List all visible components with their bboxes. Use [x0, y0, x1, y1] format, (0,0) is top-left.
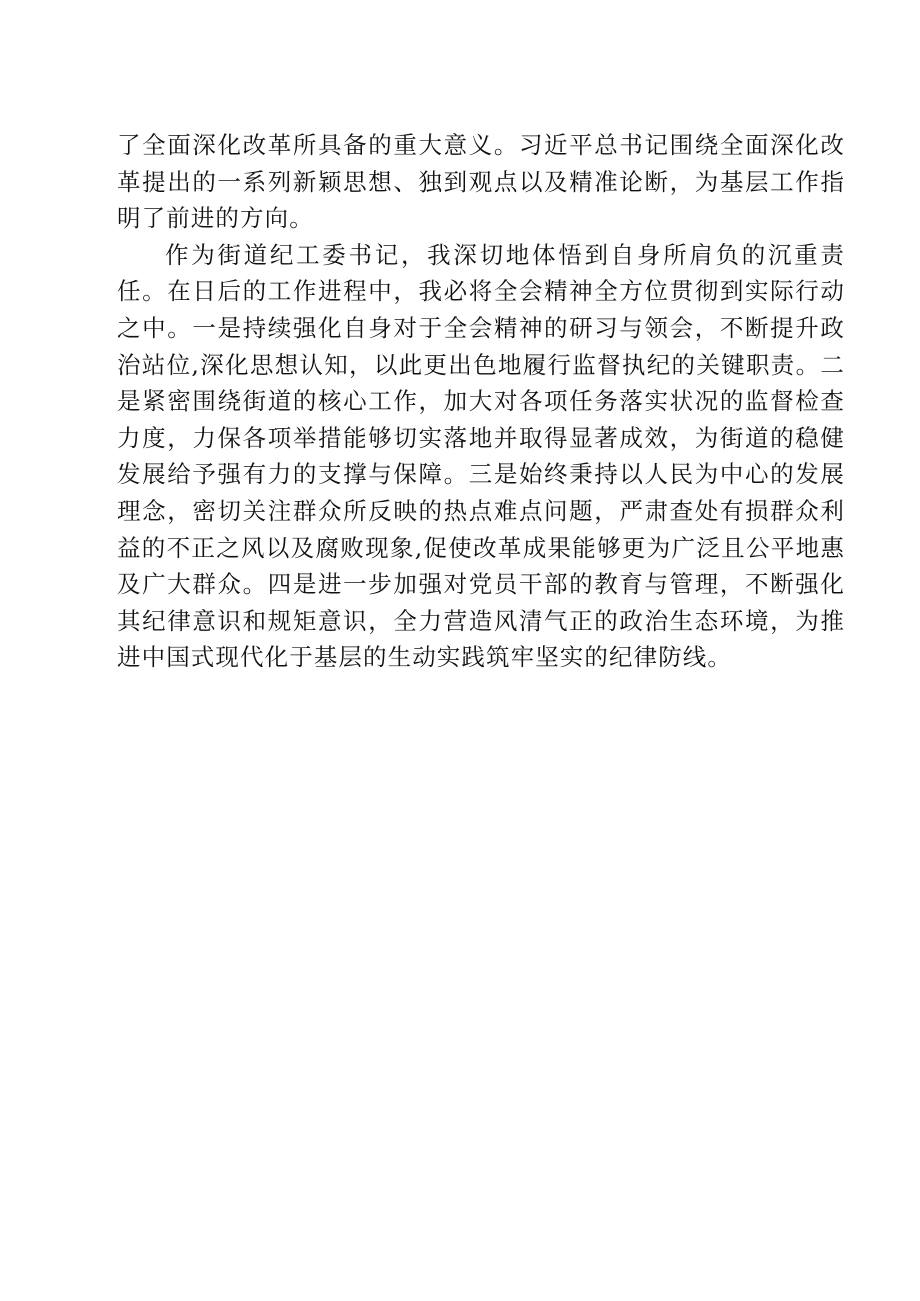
- paragraph-responsibilities: 作为街道纪工委书记，我深切地体悟到自身所肩负的沉重责任。在日后的工作进程中，我必将全会精神全方位贯彻到实际行动之中。一是持续强化自身对于全会精神的研习与领会，不断提升政治站位,深化思想认知，以此更出色地履行监督执纪的关键职责。二是紧密围绕街道的核心工作，加大对各项任务落实状况的监督检查力度，力保各项举措能够切实落地并取得显著成效，为街道的稳健发展给予强有力的支撑与保障。三是始终秉持以人民为中心的发展理念，密切关注群众所反映的热点难点问题，严肃查处有损群众利益的不正之风以及腐败现象,促使改革成果能够更为广泛且公平地惠及广大群众。四是进一步加强对党员干部的教育与管理，不断强化其纪律意识和规矩意识，全力营造风清气正的政治生态环境，为推进中国式现代化于基层的生动实践筑牢坚实的纪律防线。: [117, 240, 845, 672]
- document-body: [117, 127, 845, 676]
- paragraph-continued: 了全面深化改革所具备的重大意义。习近平总书记围绕全面深化改革提出的一系列新颖思想、独到观点以及精准论断，为基层工作指明了前进的方向。: [117, 131, 845, 233]
